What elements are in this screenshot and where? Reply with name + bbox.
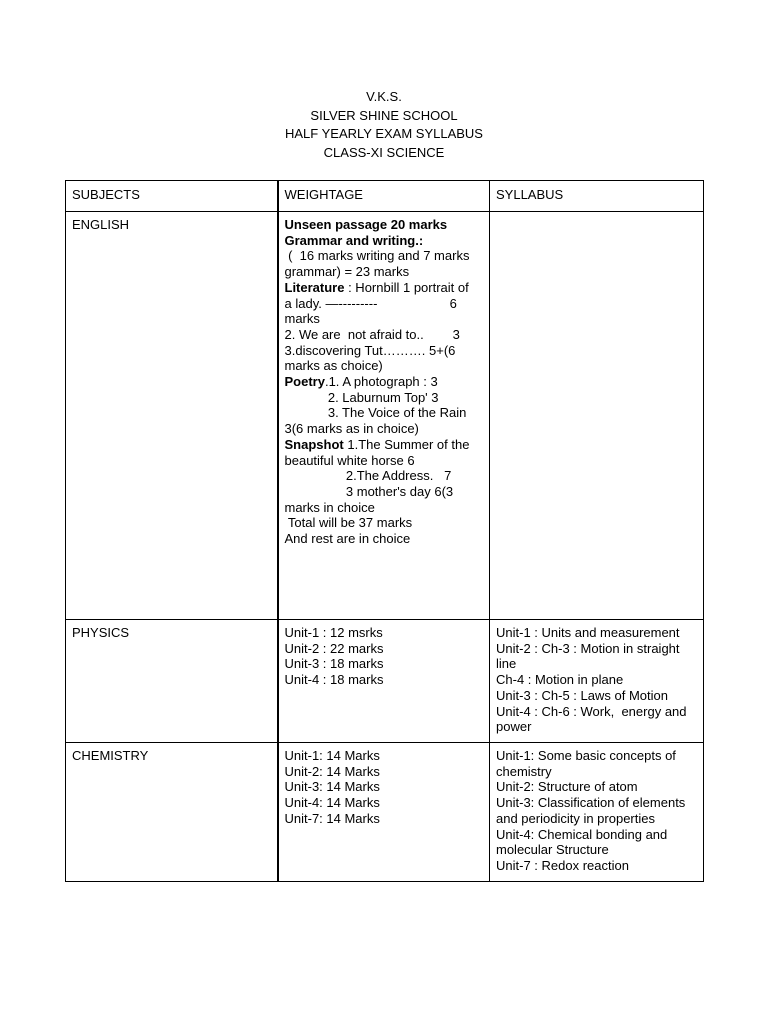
text-run: marks as choice)	[284, 358, 383, 374]
text-run: : Hornbill 1 portrait of	[344, 279, 469, 295]
text-run: 1.The Summer of the	[343, 436, 470, 452]
text-run: Total will be 37 marks	[284, 515, 413, 531]
cell-line	[285, 374, 485, 390]
cell-line: Unit-3 : Ch-5 : Laws of Motion	[496, 687, 668, 703]
cell-line	[285, 233, 485, 249]
text-run: 3 mother's day 6(3	[284, 483, 454, 499]
text-run: marks	[284, 311, 320, 327]
cell-line: Unit-1: 14 Marks	[284, 748, 380, 763]
text-run: .1. A photograph : 3	[324, 374, 438, 390]
cell-line	[285, 484, 485, 500]
bold-text: Unseen passage 20 marks	[284, 217, 448, 232]
header-row	[66, 181, 704, 212]
chemistry-weightage	[278, 743, 490, 882]
header-syllabus: SYLLABUS	[490, 181, 704, 212]
cell-line: power	[496, 719, 532, 735]
text-run: And rest are in choice	[284, 531, 411, 547]
table-row-physics	[66, 620, 704, 743]
document-heading	[0, 88, 768, 162]
school-code: V.K.S.	[366, 89, 402, 104]
bold-text: Snapshot	[284, 436, 344, 452]
cell-line: Unit-3: 14 Marks	[284, 779, 380, 795]
cell-line	[285, 500, 485, 516]
cell-line	[285, 343, 485, 359]
cell-line	[285, 217, 485, 233]
cell-line: Unit-2: 14 Marks	[284, 763, 380, 779]
cell-line: Unit-4 : 18 marks	[284, 672, 384, 688]
text-run: ( 16 marks writing and 7 marks	[284, 248, 470, 264]
cell-line	[285, 280, 485, 296]
english-syllabus	[490, 212, 704, 620]
cell-line	[285, 358, 485, 374]
bold-text: Literature	[284, 279, 345, 295]
bold-text: Grammar and writing.:	[284, 232, 424, 248]
physics-weightage	[278, 620, 490, 743]
text-run: beautiful white horse 6	[284, 452, 415, 468]
cell-line	[285, 453, 485, 469]
class-title: CLASS-XI SCIENCE	[323, 144, 445, 160]
header-weightage: WEIGHTAGE	[278, 181, 490, 212]
cell-line: Unit-1 : Units and measurement	[496, 625, 680, 640]
bold-text: Poetry	[284, 374, 325, 390]
cell-line: Ch-4 : Motion in plane	[496, 672, 624, 688]
physics-syllabus	[490, 620, 704, 743]
text-run: marks in choice	[284, 499, 375, 515]
subject-english: ENGLISH	[66, 212, 278, 620]
cell-line: Unit-4: 14 Marks	[284, 795, 380, 811]
cell-line	[285, 327, 485, 343]
cell-line: Unit-4 : Ch-6 : Work, energy and	[496, 703, 687, 719]
cell-line	[285, 468, 485, 484]
text-run: a lady. —--------- 6	[284, 295, 457, 311]
cell-line: line	[496, 656, 517, 672]
cell-line: Unit-4: Chemical bonding and	[496, 826, 668, 842]
english-weightage	[278, 212, 490, 620]
school-name: SILVER SHINE SCHOOL	[310, 107, 458, 123]
subject-physics: PHYSICS	[66, 620, 278, 743]
exam-title: HALF YEARLY EXAM SYLLABUS	[285, 126, 483, 141]
chemistry-syllabus	[490, 743, 704, 882]
cell-line: chemistry	[496, 763, 552, 779]
cell-line	[285, 531, 485, 547]
cell-line: Unit-3: Classification of elements	[496, 795, 686, 811]
cell-line	[285, 296, 485, 312]
text-run: 2. Laburnum Top' 3	[284, 389, 439, 405]
text-run: 2. We are not afraid to.. 3	[284, 326, 460, 342]
cell-line	[285, 515, 485, 531]
header-subjects: SUBJECTS	[66, 181, 278, 212]
cell-line	[285, 264, 485, 280]
text-run: 2.The Address. 7	[284, 468, 452, 484]
table-row-chemistry	[66, 743, 704, 882]
cell-line	[285, 421, 485, 437]
cell-line: Unit-1: Some basic concepts of	[496, 748, 676, 763]
cell-line	[285, 405, 485, 421]
text-run: 3.discovering Tut………. 5+(6	[284, 342, 456, 358]
cell-line	[285, 437, 485, 453]
text-run: 3. The Voice of the Rain	[284, 405, 467, 421]
text-run: 3(6 marks as in choice)	[284, 421, 419, 437]
cell-line	[285, 390, 485, 406]
cell-line: and periodicity in properties	[496, 810, 655, 826]
cell-line: Unit-2 : Ch-3 : Motion in straight	[496, 640, 680, 656]
cell-line: Unit-7: 14 Marks	[284, 810, 380, 826]
cell-line	[285, 311, 485, 327]
subject-chemistry: CHEMISTRY	[66, 743, 278, 882]
cell-line	[285, 248, 485, 264]
text-run: grammar) = 23 marks	[284, 264, 410, 280]
syllabus-table	[65, 180, 704, 882]
cell-line: Unit-2 : 22 marks	[284, 640, 384, 656]
cell-line: molecular Structure	[496, 842, 609, 858]
cell-line: Unit-7 : Redox reaction	[496, 857, 629, 873]
cell-line: Unit-2: Structure of atom	[496, 779, 638, 795]
cell-line: Unit-1 : 12 msrks	[284, 625, 383, 640]
table-row-english	[66, 212, 704, 620]
cell-line: Unit-3 : 18 marks	[284, 656, 384, 672]
